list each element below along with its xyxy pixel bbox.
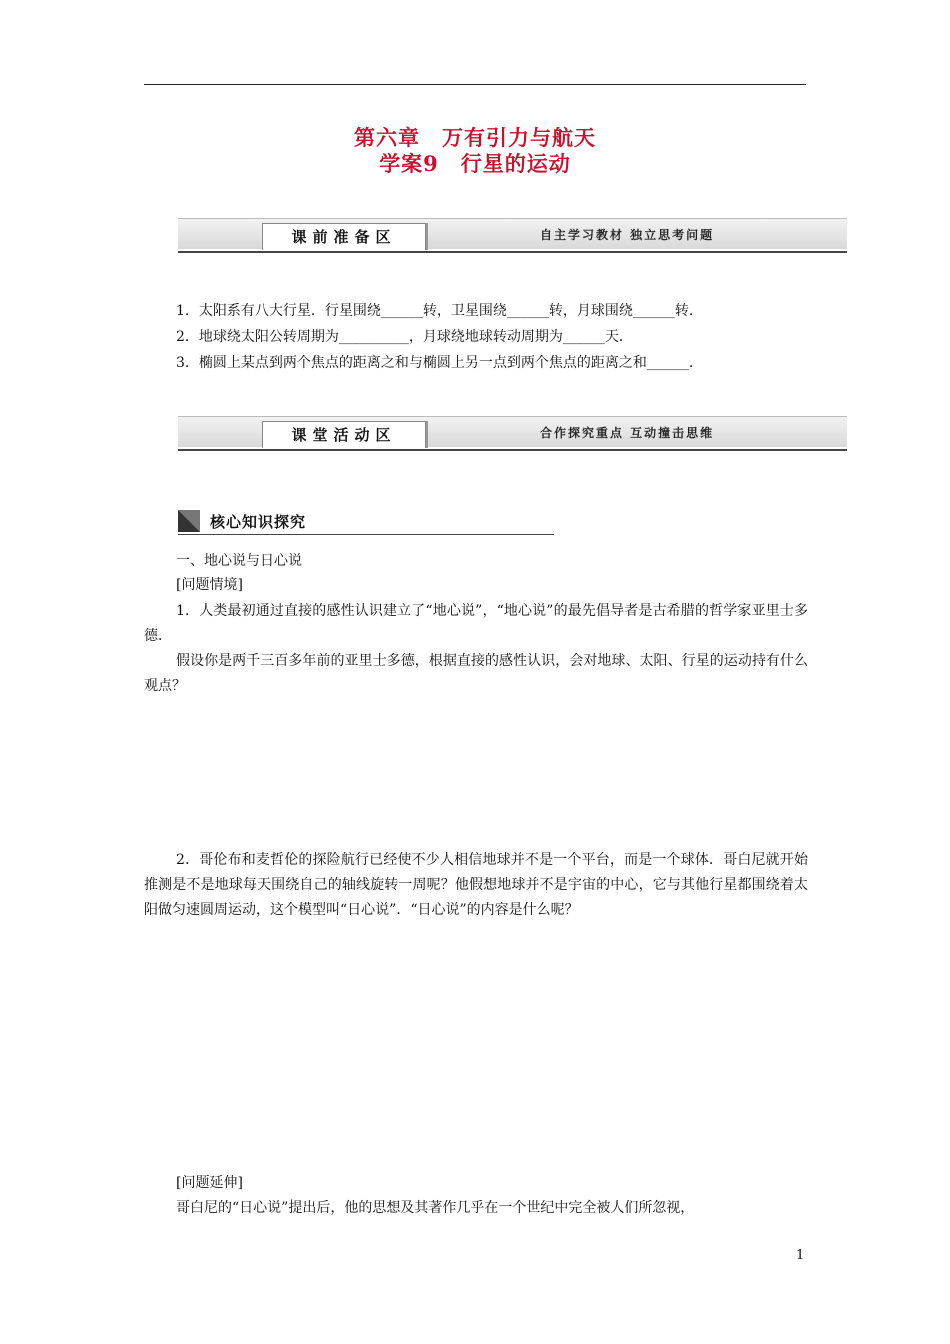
page-number: 1 bbox=[796, 1248, 805, 1263]
prep-question-3: 3．椭圆上某点到两个焦点的距离之和与椭圆上另一点到两个焦点的距离之和______． bbox=[176, 355, 703, 371]
class-banner-motto: 合作探究重点 互动撞击思维 bbox=[540, 426, 715, 440]
prep-banner-label: 课前准备区 bbox=[262, 223, 426, 250]
header-rule bbox=[144, 84, 806, 85]
problem-context-label: [问题情境] bbox=[176, 577, 243, 593]
section-heading bbox=[178, 508, 554, 535]
q1-intro: 1．人类最初通过直接的感性认识建立了“地心说”，“地心说”的最先倡导者是古希腊的哲学家亚里士多德． bbox=[144, 603, 808, 644]
extension-text: 哥白尼的“日心说”提出后，他的思想及其著作几乎在一个世纪中完全被人们所忽视， bbox=[176, 1200, 695, 1216]
prep-question-2: 2．地球绕太阳公转周期为__________，月球绕地球转动周期为______天． bbox=[176, 329, 633, 345]
q1-question: 假设你是两千三百多年前的亚里士多德，根据直接的感性认识，会对地球、太阳、行星的运动持有什么观点？ bbox=[144, 653, 808, 694]
prep-banner bbox=[178, 218, 847, 254]
corner-triangle-icon bbox=[178, 510, 200, 532]
prep-question-1: 1．太阳系有八大行星．行星围绕______转，卫星围绕______转，月球围绕______转． bbox=[176, 303, 703, 319]
subsection-title: 一、地心说与日心说 bbox=[176, 553, 302, 569]
prep-banner-motto: 自主学习教材 独立思考问题 bbox=[540, 228, 715, 242]
class-banner bbox=[178, 416, 847, 452]
class-banner-label: 课堂活动区 bbox=[262, 421, 426, 448]
problem-extension-label: [问题延伸] bbox=[176, 1175, 243, 1191]
lesson-title: 学案9 行星的运动 bbox=[379, 151, 571, 176]
q2-text: 2．哥伦布和麦哲伦的探险航行已经使不少人相信地球并不是一个平台，而是一个球体．哥白尼就开始推测是不是地球每天围绕自己的轴线旋转一周呢？他假想地球并不是宇宙的中心，它与其他行星都围绕着太阳做匀速圆周运动，这个模型叫“日心说”．“日心说”的内容是什么呢？ bbox=[144, 852, 808, 918]
section-title: 核心知识探究 bbox=[210, 513, 307, 531]
chapter-title: 第六章 万有引力与航天 bbox=[354, 125, 596, 150]
